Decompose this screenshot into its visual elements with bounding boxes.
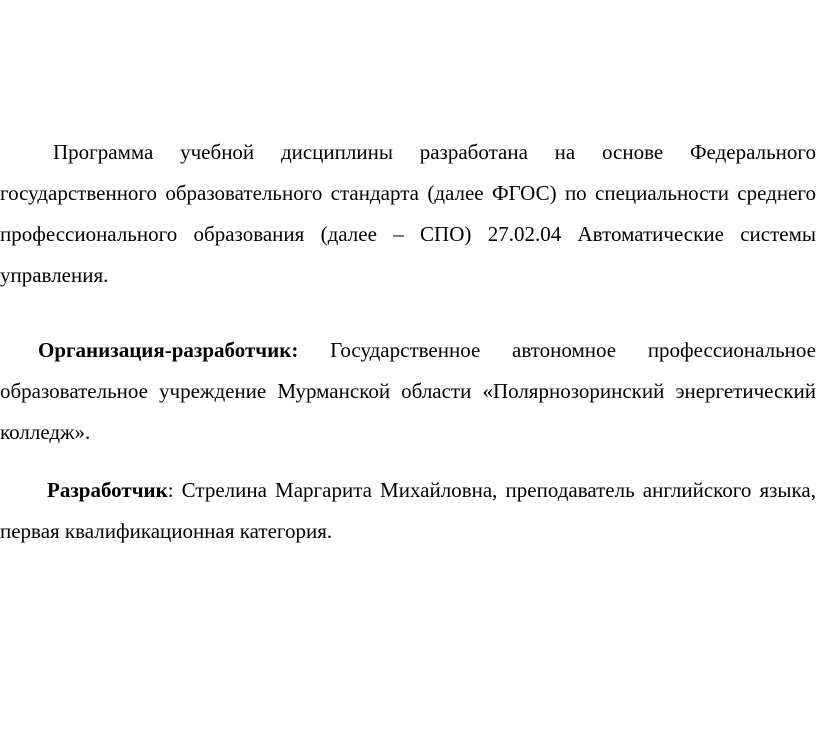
developer-paragraph — [0, 470, 816, 552]
program-description-text: Программа учебной дисциплины разработана на основе Федерального государственного образовательного стандарта (далее ФГОС) по специальности среднего профессионального образования (далее – СПО) 27.02.04 Автоматические системы управления. — [0, 140, 816, 287]
organization-text: Государственное автономное профессиональное образовательное учреждение Мурманской области «Полярнозоринский энергетический колледж». — [0, 338, 816, 444]
developer-label: Разработчик — [47, 478, 168, 502]
organization-label: Организация-разработчик: — [38, 338, 299, 362]
organization-paragraph — [0, 330, 816, 453]
program-description-paragraph — [0, 132, 816, 296]
developer-text: : Стрелина Маргарита Михайловна, преподаватель английского языка, первая квалификационная категория. — [0, 478, 816, 543]
